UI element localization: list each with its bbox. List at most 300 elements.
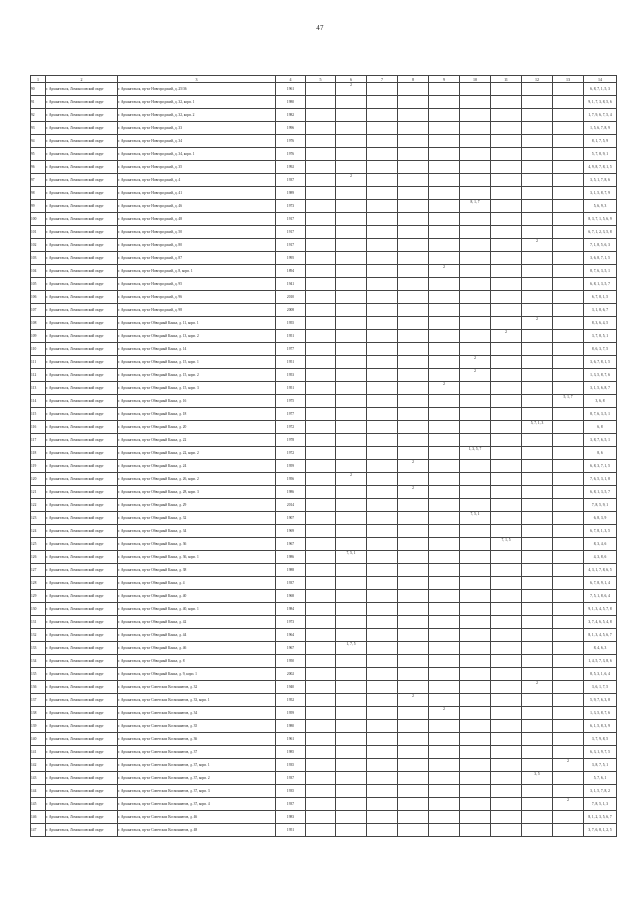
value-cell-col-9: [429, 538, 460, 551]
value-cell-col-13: 2: [553, 759, 584, 772]
value-cell-col-13: [553, 551, 584, 564]
row-number: 135: [31, 668, 46, 681]
value-cell-col-6: [336, 512, 367, 525]
value-cell-col-9: [429, 109, 460, 122]
value-cell-col-10: [460, 525, 491, 538]
table-row: [31, 330, 617, 343]
year-cell: 2014: [276, 499, 306, 512]
address-cell: г. Архангельск, пр-кт Обводный Канал, д. 24: [118, 460, 276, 473]
table-row: [31, 642, 617, 655]
value-cell-col-7: [367, 239, 398, 252]
value-cell-col-9: [429, 694, 460, 707]
value-cell-col-12: [522, 135, 553, 148]
municipality-cell: г. Архангельск, Ломоносовский округ: [46, 603, 118, 616]
value-cell-col-13: [553, 174, 584, 187]
value-cell-col-8: [398, 122, 429, 135]
year-cell: 1972: [276, 447, 306, 460]
municipality-cell: г. Архангельск, Ломоносовский округ: [46, 824, 118, 837]
address-cell: г. Архангельск, пр-кт Обводный Канал, д. 32: [118, 512, 276, 525]
rating-cell: 6, 7, 8, 1, 5: [584, 291, 617, 304]
year-cell: 1977: [276, 343, 306, 356]
value-cell-col-13: 2: [553, 798, 584, 811]
municipality-cell: г. Архангельск, Ломоносовский округ: [46, 200, 118, 213]
municipality-cell: г. Архангельск, Ломоносовский округ: [46, 109, 118, 122]
value-cell-col-7: [367, 811, 398, 824]
value-cell-col-6: [336, 564, 367, 577]
year-cell: 1935: [276, 759, 306, 772]
municipality-cell: г. Архангельск, Ломоносовский округ: [46, 785, 118, 798]
municipality-cell: г. Архангельск, Ломоносовский округ: [46, 551, 118, 564]
year-cell: 1975: [276, 395, 306, 408]
value-cell-col-8: [398, 369, 429, 382]
rating-cell: 6, 7, 1, 2, 3, 5, 8: [584, 226, 617, 239]
value-cell-col-8: [398, 577, 429, 590]
value-cell-col-9: [429, 395, 460, 408]
value-cell-col-8: [398, 733, 429, 746]
value-cell-col-6: 2: [336, 174, 367, 187]
address-cell: г. Архангельск, пр-кт Новгородский, д. 33: [118, 122, 276, 135]
year-cell: 1969: [276, 525, 306, 538]
value-cell-col-12: [522, 759, 553, 772]
row-number: 136: [31, 681, 46, 694]
value-cell-col-10: [460, 460, 491, 473]
value-cell-col-5: [306, 577, 336, 590]
table-row: [31, 109, 617, 122]
address-cell: г. Архангельск, пр-кт Обводный Канал, д. 38: [118, 564, 276, 577]
rating-cell: 3, 7, 6, 8, 1, 2, 5: [584, 824, 617, 837]
value-cell-col-11: [491, 772, 522, 785]
address-cell: г. Архангельск, пр-кт Обводный Канал, д. 42: [118, 616, 276, 629]
value-cell-col-10: 8, 1, 7: [460, 200, 491, 213]
value-cell-col-8: [398, 746, 429, 759]
value-cell-col-9: [429, 304, 460, 317]
value-cell-col-9: [429, 460, 460, 473]
value-cell-col-12: [522, 486, 553, 499]
value-cell-col-9: [429, 330, 460, 343]
value-cell-col-7: [367, 278, 398, 291]
year-cell: 1973: [276, 616, 306, 629]
value-cell-col-8: [398, 603, 429, 616]
value-cell-col-6: [336, 629, 367, 642]
value-cell-col-7: [367, 798, 398, 811]
value-cell-col-12: [522, 629, 553, 642]
value-cell-col-6: [336, 135, 367, 148]
rating-cell: 4, 3, 1, 7, 8, 6, 5: [584, 564, 617, 577]
rating-cell: 8, 6, 3, 7, 5: [584, 343, 617, 356]
value-cell-col-10: [460, 577, 491, 590]
value-cell-col-5: [306, 525, 336, 538]
municipality-cell: г. Архангельск, Ломоносовский округ: [46, 720, 118, 733]
municipality-cell: г. Архангельск, Ломоносовский округ: [46, 408, 118, 421]
row-number: 108: [31, 317, 46, 330]
value-cell-col-13: [553, 447, 584, 460]
table-row: [31, 135, 617, 148]
value-cell-col-5: [306, 252, 336, 265]
value-cell-col-10: [460, 499, 491, 512]
table-row: [31, 525, 617, 538]
value-cell-col-5: [306, 798, 336, 811]
value-cell-col-11: [491, 174, 522, 187]
value-cell-col-12: [522, 226, 553, 239]
value-cell-col-11: [491, 707, 522, 720]
year-cell: 1967: [276, 538, 306, 551]
value-cell-col-6: [336, 343, 367, 356]
value-cell-col-6: [336, 369, 367, 382]
municipality-cell: г. Архангельск, Ломоносовский округ: [46, 356, 118, 369]
value-cell-col-12: [522, 161, 553, 174]
value-cell-col-11: [491, 577, 522, 590]
value-cell-col-10: [460, 655, 491, 668]
table-row: [31, 785, 617, 798]
value-cell-col-7: [367, 603, 398, 616]
year-cell: 1983: [276, 811, 306, 824]
value-cell-col-7: [367, 161, 398, 174]
table-row: [31, 798, 617, 811]
row-number: 113: [31, 382, 46, 395]
value-cell-col-13: [553, 135, 584, 148]
value-cell-col-7: [367, 330, 398, 343]
value-cell-col-8: [398, 447, 429, 460]
value-cell-col-7: [367, 720, 398, 733]
value-cell-col-5: [306, 330, 336, 343]
value-cell-col-11: [491, 239, 522, 252]
table-row: [31, 161, 617, 174]
value-cell-col-13: [553, 304, 584, 317]
value-cell-col-8: [398, 564, 429, 577]
row-number: 143: [31, 772, 46, 785]
value-cell-col-13: [553, 83, 584, 96]
value-cell-col-9: [429, 447, 460, 460]
address-cell: г. Архангельск, пр-кт Новгородский, д. 34, корп. 1: [118, 148, 276, 161]
table-row: [31, 759, 617, 772]
year-cell: 1977: [276, 408, 306, 421]
value-cell-col-7: [367, 395, 398, 408]
value-cell-col-5: [306, 772, 336, 785]
value-cell-col-11: [491, 551, 522, 564]
value-cell-col-13: [553, 772, 584, 785]
value-cell-col-12: [522, 434, 553, 447]
value-cell-col-12: 3, 5: [522, 772, 553, 785]
value-cell-col-9: [429, 616, 460, 629]
rating-cell: 1, 4, 5, 7, 3, 8, 6: [584, 655, 617, 668]
rating-cell: 8, 4, 6, 3: [584, 642, 617, 655]
value-cell-col-6: [336, 811, 367, 824]
municipality-cell: г. Архангельск, Ломоносовский округ: [46, 668, 118, 681]
municipality-cell: г. Архангельск, Ломоносовский округ: [46, 265, 118, 278]
value-cell-col-6: [336, 304, 367, 317]
rating-cell: 8, 3, 6, 4, 5: [584, 317, 617, 330]
table-row: [31, 603, 617, 616]
value-cell-col-11: [491, 408, 522, 421]
address-cell: г. Архангельск, пр-кт Обводный Канал, д. 15, корп. 2: [118, 369, 276, 382]
value-cell-col-9: [429, 551, 460, 564]
value-cell-col-12: [522, 395, 553, 408]
row-number: 115: [31, 408, 46, 421]
value-cell-col-6: [336, 252, 367, 265]
value-cell-col-11: [491, 356, 522, 369]
value-cell-col-8: [398, 629, 429, 642]
value-cell-col-10: [460, 421, 491, 434]
value-cell-col-10: [460, 733, 491, 746]
year-cell: 1980: [276, 720, 306, 733]
value-cell-col-9: [429, 629, 460, 642]
rating-cell: 5, 7, 8, 9, 1: [584, 148, 617, 161]
value-cell-col-11: [491, 512, 522, 525]
value-cell-col-8: [398, 291, 429, 304]
municipality-cell: г. Архангельск, Ломоносовский округ: [46, 317, 118, 330]
value-cell-col-10: [460, 473, 491, 486]
value-cell-col-5: [306, 278, 336, 291]
value-cell-col-13: [553, 408, 584, 421]
value-cell-col-8: [398, 226, 429, 239]
column-header-1: 1: [31, 76, 46, 83]
value-cell-col-6: [336, 772, 367, 785]
value-cell-col-10: [460, 278, 491, 291]
table-row: [31, 733, 617, 746]
value-cell-col-7: [367, 694, 398, 707]
value-cell-col-13: [553, 109, 584, 122]
value-cell-col-11: [491, 720, 522, 733]
table-row: [31, 356, 617, 369]
rating-cell: 3, 1, 5, 8, 7, 9: [584, 187, 617, 200]
value-cell-col-8: [398, 304, 429, 317]
value-cell-col-12: [522, 343, 553, 356]
address-cell: г. Архангельск, пр-кт Обводный Канал, д. 36: [118, 538, 276, 551]
address-cell: г. Архангельск, пр-кт Обводный Канал, д. 13, корп. 2: [118, 330, 276, 343]
value-cell-col-13: [553, 811, 584, 824]
address-cell: г. Архангельск, пр-кт Новгородский, д. 87: [118, 252, 276, 265]
value-cell-col-9: [429, 135, 460, 148]
value-cell-col-5: [306, 512, 336, 525]
value-cell-col-13: [553, 616, 584, 629]
value-cell-col-8: [398, 408, 429, 421]
value-cell-col-12: [522, 811, 553, 824]
value-cell-col-5: [306, 343, 336, 356]
address-cell: г. Архангельск, пр-кт Обводный Канал, д. 11, корп. 1: [118, 317, 276, 330]
value-cell-col-13: 5, 1, 7: [553, 395, 584, 408]
value-cell-col-9: [429, 590, 460, 603]
municipality-cell: г. Архангельск, Ломоносовский округ: [46, 291, 118, 304]
value-cell-col-12: [522, 538, 553, 551]
value-cell-col-8: [398, 356, 429, 369]
value-cell-col-12: [522, 603, 553, 616]
value-cell-col-9: [429, 577, 460, 590]
value-cell-col-13: [553, 655, 584, 668]
rating-cell: 1, 3, 5, 8, 7, 6: [584, 707, 617, 720]
rating-cell: 3, 8, 7, 5, 1: [584, 759, 617, 772]
municipality-cell: г. Архангельск, Ломоносовский округ: [46, 304, 118, 317]
value-cell-col-5: [306, 434, 336, 447]
value-cell-col-9: [429, 356, 460, 369]
value-cell-col-8: [398, 278, 429, 291]
year-cell: 1964: [276, 629, 306, 642]
municipality-cell: г. Архангельск, Ломоносовский округ: [46, 434, 118, 447]
value-cell-col-10: [460, 83, 491, 96]
rating-cell: 7, 5, 1, 8, 6, 4: [584, 590, 617, 603]
rating-cell: 8, 1, 2, 3, 5, 6, 7: [584, 811, 617, 824]
value-cell-col-7: [367, 668, 398, 681]
value-cell-col-10: [460, 395, 491, 408]
value-cell-col-7: [367, 564, 398, 577]
value-cell-col-12: [522, 824, 553, 837]
value-cell-col-6: [336, 538, 367, 551]
value-cell-col-13: [553, 278, 584, 291]
value-cell-col-10: [460, 486, 491, 499]
value-cell-col-6: [336, 291, 367, 304]
table-row: [31, 317, 617, 330]
value-cell-col-10: [460, 759, 491, 772]
rating-cell: 6, 7, 8, 1, 3, 5: [584, 525, 617, 538]
value-cell-col-13: [553, 148, 584, 161]
value-cell-col-7: [367, 681, 398, 694]
municipality-cell: г. Архангельск, Ломоносовский округ: [46, 213, 118, 226]
value-cell-col-11: [491, 460, 522, 473]
value-cell-col-13: [553, 629, 584, 642]
value-cell-col-12: [522, 96, 553, 109]
value-cell-col-5: [306, 720, 336, 733]
value-cell-col-10: [460, 538, 491, 551]
table-row: [31, 564, 617, 577]
value-cell-col-11: [491, 694, 522, 707]
value-cell-col-7: [367, 213, 398, 226]
rating-cell: 1, 5, 6, 7, 8, 9: [584, 122, 617, 135]
rating-cell: 7, 1, 8, 5, 6, 3: [584, 239, 617, 252]
rating-cell: 6, 8, 3, 7, 1, 5: [584, 460, 617, 473]
row-number: 128: [31, 577, 46, 590]
rating-cell: 3, 6, 1, 7, 5: [584, 681, 617, 694]
value-cell-col-8: [398, 148, 429, 161]
table-row: [31, 187, 617, 200]
value-cell-col-8: [398, 785, 429, 798]
value-cell-col-9: [429, 252, 460, 265]
rating-cell: 3, 1, 5, 6, 8, 7: [584, 382, 617, 395]
value-cell-col-11: [491, 616, 522, 629]
value-cell-col-5: [306, 265, 336, 278]
table-row: [31, 122, 617, 135]
value-cell-col-5: [306, 161, 336, 174]
value-cell-col-13: [553, 499, 584, 512]
row-number: 138: [31, 707, 46, 720]
value-cell-col-8: [398, 811, 429, 824]
value-cell-col-7: [367, 434, 398, 447]
value-cell-col-13: [553, 122, 584, 135]
value-cell-col-7: [367, 772, 398, 785]
value-cell-col-7: [367, 551, 398, 564]
value-cell-col-11: [491, 343, 522, 356]
address-cell: г. Архангельск, пр-кт Советских Космонавтов, д. 35: [118, 720, 276, 733]
municipality-cell: г. Архангельск, Ломоносовский округ: [46, 564, 118, 577]
value-cell-col-8: [398, 551, 429, 564]
value-cell-col-7: [367, 421, 398, 434]
value-cell-col-9: [429, 343, 460, 356]
year-cell: 1950: [276, 655, 306, 668]
table-row: [31, 408, 617, 421]
value-cell-col-12: [522, 785, 553, 798]
value-cell-col-10: [460, 382, 491, 395]
value-cell-col-10: [460, 122, 491, 135]
municipality-cell: г. Архангельск, Ломоносовский округ: [46, 538, 118, 551]
value-cell-col-13: [553, 642, 584, 655]
year-cell: 1917: [276, 239, 306, 252]
row-number: 130: [31, 603, 46, 616]
value-cell-col-13: [553, 200, 584, 213]
address-cell: г. Архангельск, пр-кт Обводный Канал, д. 14: [118, 343, 276, 356]
row-number: 120: [31, 473, 46, 486]
value-cell-col-8: [398, 239, 429, 252]
registry-table: [30, 75, 617, 837]
value-cell-col-9: [429, 733, 460, 746]
table-row: [31, 746, 617, 759]
value-cell-col-11: 7, 1, 5: [491, 538, 522, 551]
value-cell-col-10: [460, 694, 491, 707]
value-cell-col-6: [336, 499, 367, 512]
value-cell-col-6: [336, 733, 367, 746]
row-number: 142: [31, 759, 46, 772]
value-cell-col-11: [491, 213, 522, 226]
year-cell: 1961: [276, 83, 306, 96]
value-cell-col-5: [306, 590, 336, 603]
value-cell-col-7: [367, 746, 398, 759]
value-cell-col-9: [429, 278, 460, 291]
table-row: [31, 421, 617, 434]
value-cell-col-9: [429, 473, 460, 486]
value-cell-col-9: [429, 239, 460, 252]
address-cell: г. Архангельск, пр-кт Новгородский, д. 96: [118, 291, 276, 304]
value-cell-col-7: [367, 317, 398, 330]
value-cell-col-5: [306, 226, 336, 239]
value-cell-col-11: [491, 473, 522, 486]
year-cell: 1996: [276, 122, 306, 135]
year-cell: 1978: [276, 434, 306, 447]
value-cell-col-5: [306, 447, 336, 460]
address-cell: г. Архангельск, пр-кт Новгородский, д. 95: [118, 278, 276, 291]
table-row: [31, 499, 617, 512]
address-cell: г. Архангельск, пр-кт Новгородский, д. 4: [118, 174, 276, 187]
value-cell-col-13: [553, 473, 584, 486]
municipality-cell: г. Архангельск, Ломоносовский округ: [46, 642, 118, 655]
value-cell-col-11: [491, 304, 522, 317]
value-cell-col-12: [522, 447, 553, 460]
value-cell-col-12: [522, 668, 553, 681]
value-cell-col-5: [306, 486, 336, 499]
value-cell-col-9: [429, 603, 460, 616]
rating-cell: 6, 8, 3, 9: [584, 512, 617, 525]
municipality-cell: г. Архангельск, Ломоносовский округ: [46, 395, 118, 408]
value-cell-col-8: [398, 473, 429, 486]
value-cell-col-13: [553, 291, 584, 304]
year-cell: 1951: [276, 382, 306, 395]
address-cell: г. Архангельск, пр-кт Обводный Канал, д. 44: [118, 629, 276, 642]
value-cell-col-5: [306, 655, 336, 668]
value-cell-col-10: 2: [460, 369, 491, 382]
value-cell-col-11: [491, 733, 522, 746]
column-header-10: 10: [460, 76, 491, 83]
value-cell-col-12: [522, 720, 553, 733]
table-row: [31, 291, 617, 304]
rating-cell: 3, 1, 8, 6, 7: [584, 304, 617, 317]
value-cell-col-12: [522, 616, 553, 629]
row-number: 116: [31, 421, 46, 434]
address-cell: г. Архангельск, пр-кт Обводный Канал, д. 4: [118, 577, 276, 590]
value-cell-col-10: [460, 304, 491, 317]
table-row: [31, 382, 617, 395]
value-cell-col-7: [367, 824, 398, 837]
value-cell-col-5: [306, 187, 336, 200]
year-cell: 1992: [276, 161, 306, 174]
value-cell-col-5: [306, 174, 336, 187]
address-cell: г. Архангельск, пр-кт Новгородский, д. 32, корп. 2: [118, 109, 276, 122]
value-cell-col-9: [429, 746, 460, 759]
